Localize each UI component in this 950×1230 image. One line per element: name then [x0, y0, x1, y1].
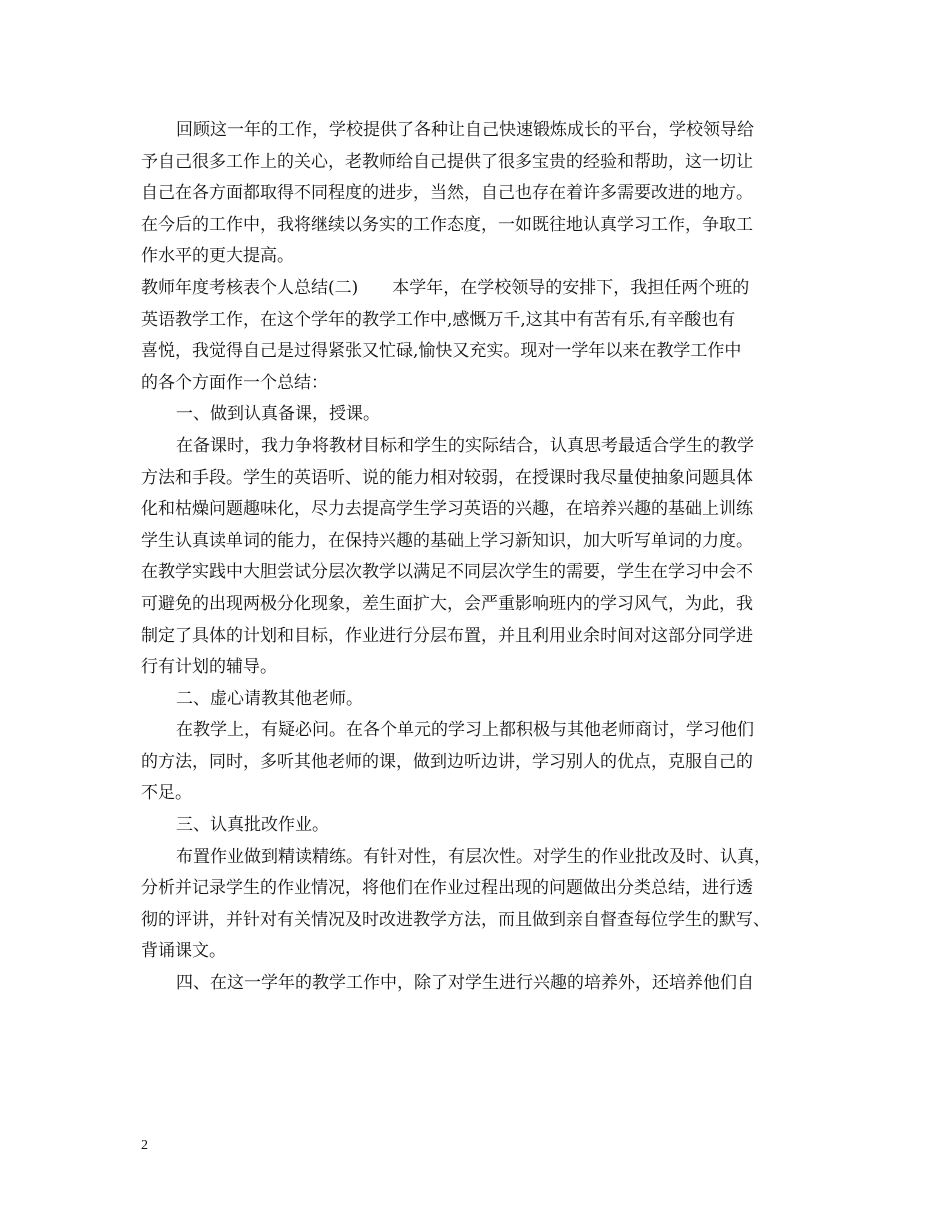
text-line: 布置作业做到精读精练。有针对性，有层次性。对学生的作业批改及时、认真， — [176, 846, 771, 867]
text-line: 喜悦，我觉得自己是过得紧张又忙碌,愉快又充实。现对一学年以来在教学工作中 — [141, 341, 742, 362]
text-line: 制定了具体的计划和目标，作业进行分层布置，并且利用业余时间对这部分同学进 — [141, 625, 753, 646]
text-line: 在教学实践中大胆尝试分层次教学以满足不同层次学生的需要，学生在学习中会不 — [141, 562, 753, 583]
text-line: 在备课时，我力争将教材目标和学生的实际结合，认真思考最适合学生的教学 — [176, 435, 754, 456]
text-line: 化和枯燥问题趣味化，尽力去提高学生学习英语的兴趣，在培养兴趣的基础上训练 — [141, 499, 753, 520]
text-line: 英语教学工作，在这个学年的教学工作中,感慨万千,这其中有苦有乐,有辛酸也有 — [141, 309, 736, 330]
text-line: 学生认真读单词的能力，在保持兴趣的基础上学习新知识，加大听写单词的力度。 — [141, 530, 753, 551]
text-line: 在教学上，有疑必问。在各个单元的学习上都积极与其他老师商讨，学习他们 — [176, 720, 754, 741]
text-line: 可避免的出现两极分化现象，差生面扩大，会严重影响班内的学习风气，为此，我 — [141, 593, 753, 614]
text-line: 四、在这一学年的教学工作中，除了对学生进行兴趣的培养外，还培养他们自 — [176, 973, 754, 994]
text-line: 教师年度考核表个人总结(二) 本学年，在学校领导的安排下，我担任两个班的 — [141, 277, 750, 298]
page-number: 2 — [141, 1138, 148, 1153]
text-line: 方法和手段。学生的英语听、说的能力相对较弱，在授课时我尽量使抽象问题具体 — [141, 467, 753, 488]
text-line: 作水平的更大提高。 — [141, 246, 294, 267]
text-line: 的方法，同时，多听其他老师的课，做到边听边讲，学习别人的优点，克服自己的 — [141, 751, 753, 772]
text-line: 自己在各方面都取得不同程度的进步，当然，自己也存在着许多需要改进的地方。 — [141, 183, 753, 204]
text-line: 三、认真批改作业。 — [176, 815, 329, 836]
body-text — [141, 115, 821, 1000]
text-line: 的各个方面作一个总结： — [141, 372, 328, 393]
text-line: 彻的评讲，并针对有关情况及时改进教学方法，而且做到亲自督查每位学生的默写、 — [141, 909, 770, 930]
text-line: 回顾这一年的工作，学校提供了各种让自己快速锻炼成长的平台，学校领导给 — [176, 120, 754, 140]
text-line: 在今后的工作中，我将继续以务实的工作态度，一如既往地认真学习工作，争取工 — [141, 214, 753, 235]
text-line: 予自己很多工作上的关心，老教师给自己提供了很多宝贵的经验和帮助，这一切让 — [141, 151, 753, 172]
text-line: 行有计划的辅导。 — [141, 657, 277, 678]
text-line: 一、做到认真备课，授课。 — [176, 404, 380, 425]
text-line: 二、虚心请教其他老师。 — [176, 688, 363, 709]
text-line: 不足。 — [141, 783, 192, 804]
text-line: 分析并记录学生的作业情况，将他们在作业过程出现的问题做出分类总结，进行透 — [141, 878, 753, 899]
text-line: 背诵课文。 — [141, 941, 226, 962]
